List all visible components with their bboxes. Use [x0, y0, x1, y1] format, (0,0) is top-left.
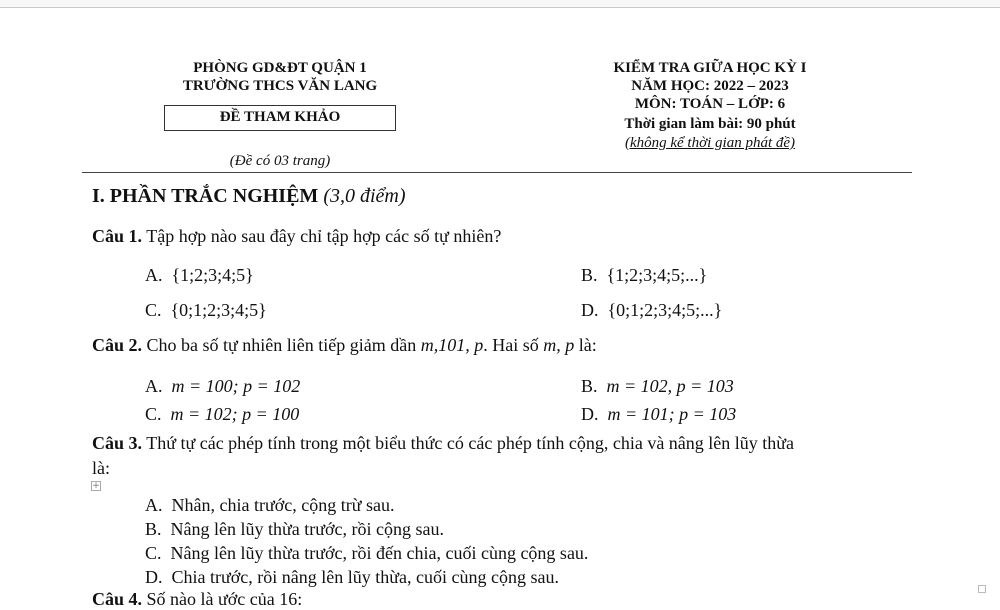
q3-option-c[interactable]	[145, 542, 588, 564]
option-letter: C.	[145, 300, 162, 320]
q2-option-c[interactable]	[145, 403, 299, 425]
question-label: Câu 1.	[92, 226, 143, 246]
q1-option-c[interactable]	[145, 299, 267, 321]
q2-option-d[interactable]	[581, 403, 736, 425]
page-corner-icon	[978, 585, 986, 593]
department-name: PHÒNG GD&ĐT QUẬN 1	[193, 60, 367, 76]
option-letter: A.	[145, 495, 163, 515]
question-text: Số nào là ước của 16:	[146, 589, 303, 609]
math-expression: m, p	[543, 335, 575, 355]
q3-option-a[interactable]	[145, 494, 394, 516]
q3-option-b[interactable]	[145, 518, 444, 540]
question-text: . Hai số	[483, 335, 539, 355]
section-points: (3,0 điểm)	[323, 185, 406, 207]
math-expression: m,101, p	[420, 335, 484, 355]
question-text: Thứ tự các phép tính trong một biểu thức có các phép tính cộng, chia và nâng lên lũy thừa	[146, 433, 795, 453]
option-text: Nâng lên lũy thừa trước, rồi đến chia, cuối cùng cộng sau.	[170, 543, 589, 563]
q1-option-d[interactable]	[581, 299, 722, 321]
header-divider	[82, 172, 912, 173]
option-letter: A.	[145, 265, 163, 285]
question-3	[92, 432, 794, 454]
option-text: m = 100; p = 102	[171, 376, 301, 396]
option-letter: B.	[581, 376, 598, 396]
exam-title: KIỂM TRA GIỮA HỌC KỲ I	[613, 60, 807, 76]
option-text: {0;1;2;3;4;5;...}	[607, 300, 723, 320]
option-text: {0;1;2;3;4;5}	[170, 300, 267, 320]
question-text: Cho ba số tự nhiên liên tiếp giảm dần	[146, 335, 417, 355]
option-text: {1;2;3;4;5;...}	[606, 265, 708, 285]
option-text: Nâng lên lũy thừa trước, rồi cộng sau.	[170, 519, 444, 539]
duration-note: (không kể thời gian phát đề)	[624, 135, 796, 151]
school-year: NĂM HỌC: 2022 – 2023	[631, 78, 789, 94]
q3-option-d[interactable]	[145, 566, 559, 588]
move-handle-icon[interactable]: +	[92, 481, 100, 491]
option-letter: D.	[145, 567, 163, 587]
question-label: Câu 3.	[92, 433, 143, 453]
section-title: I. PHẦN TRẮC NGHIỆM	[92, 185, 319, 207]
question-2	[92, 334, 597, 356]
q2-option-b[interactable]	[581, 375, 734, 397]
option-text: m = 101; p = 103	[607, 404, 737, 424]
subject-grade: MÔN: TOÁN – LỚP: 6	[634, 96, 786, 112]
exam-duration: Thời gian làm bài: 90 phút	[624, 116, 796, 132]
option-text: {1;2;3;4;5}	[171, 265, 254, 285]
option-text: Nhân, chia trước, cộng trừ sau.	[171, 495, 395, 515]
option-text: m = 102, p = 103	[606, 376, 734, 396]
question-3-continued: là:	[92, 458, 110, 478]
option-letter: D.	[581, 404, 599, 424]
question-1	[92, 225, 501, 247]
question-label: Câu 2.	[92, 335, 143, 355]
q1-option-b[interactable]	[581, 264, 707, 286]
q2-option-a[interactable]	[145, 375, 300, 397]
section-heading	[92, 184, 406, 208]
option-text: m = 102; p = 100	[170, 404, 300, 424]
option-letter: B.	[581, 265, 598, 285]
option-text: Chia trước, rồi nâng lên lũy thừa, cuối cùng cộng sau.	[171, 567, 559, 587]
reference-exam-label: ĐỀ THAM KHẢO	[219, 109, 341, 125]
school-name: TRƯỜNG THCS VĂN LANG	[182, 78, 378, 94]
option-letter: C.	[145, 404, 162, 424]
question-4	[92, 588, 302, 610]
question-label: Câu 4.	[92, 589, 143, 609]
page-count-note: (Đề có 03 trang)	[229, 153, 331, 169]
option-letter: A.	[145, 376, 163, 396]
window-top-border	[0, 0, 1000, 8]
option-letter: B.	[145, 519, 162, 539]
option-letter: D.	[581, 300, 599, 320]
q1-option-a[interactable]	[145, 264, 254, 286]
option-letter: C.	[145, 543, 162, 563]
question-text: là:	[578, 335, 597, 355]
question-text: Tập hợp nào sau đây chỉ tập hợp các số tự nhiên?	[146, 226, 502, 246]
